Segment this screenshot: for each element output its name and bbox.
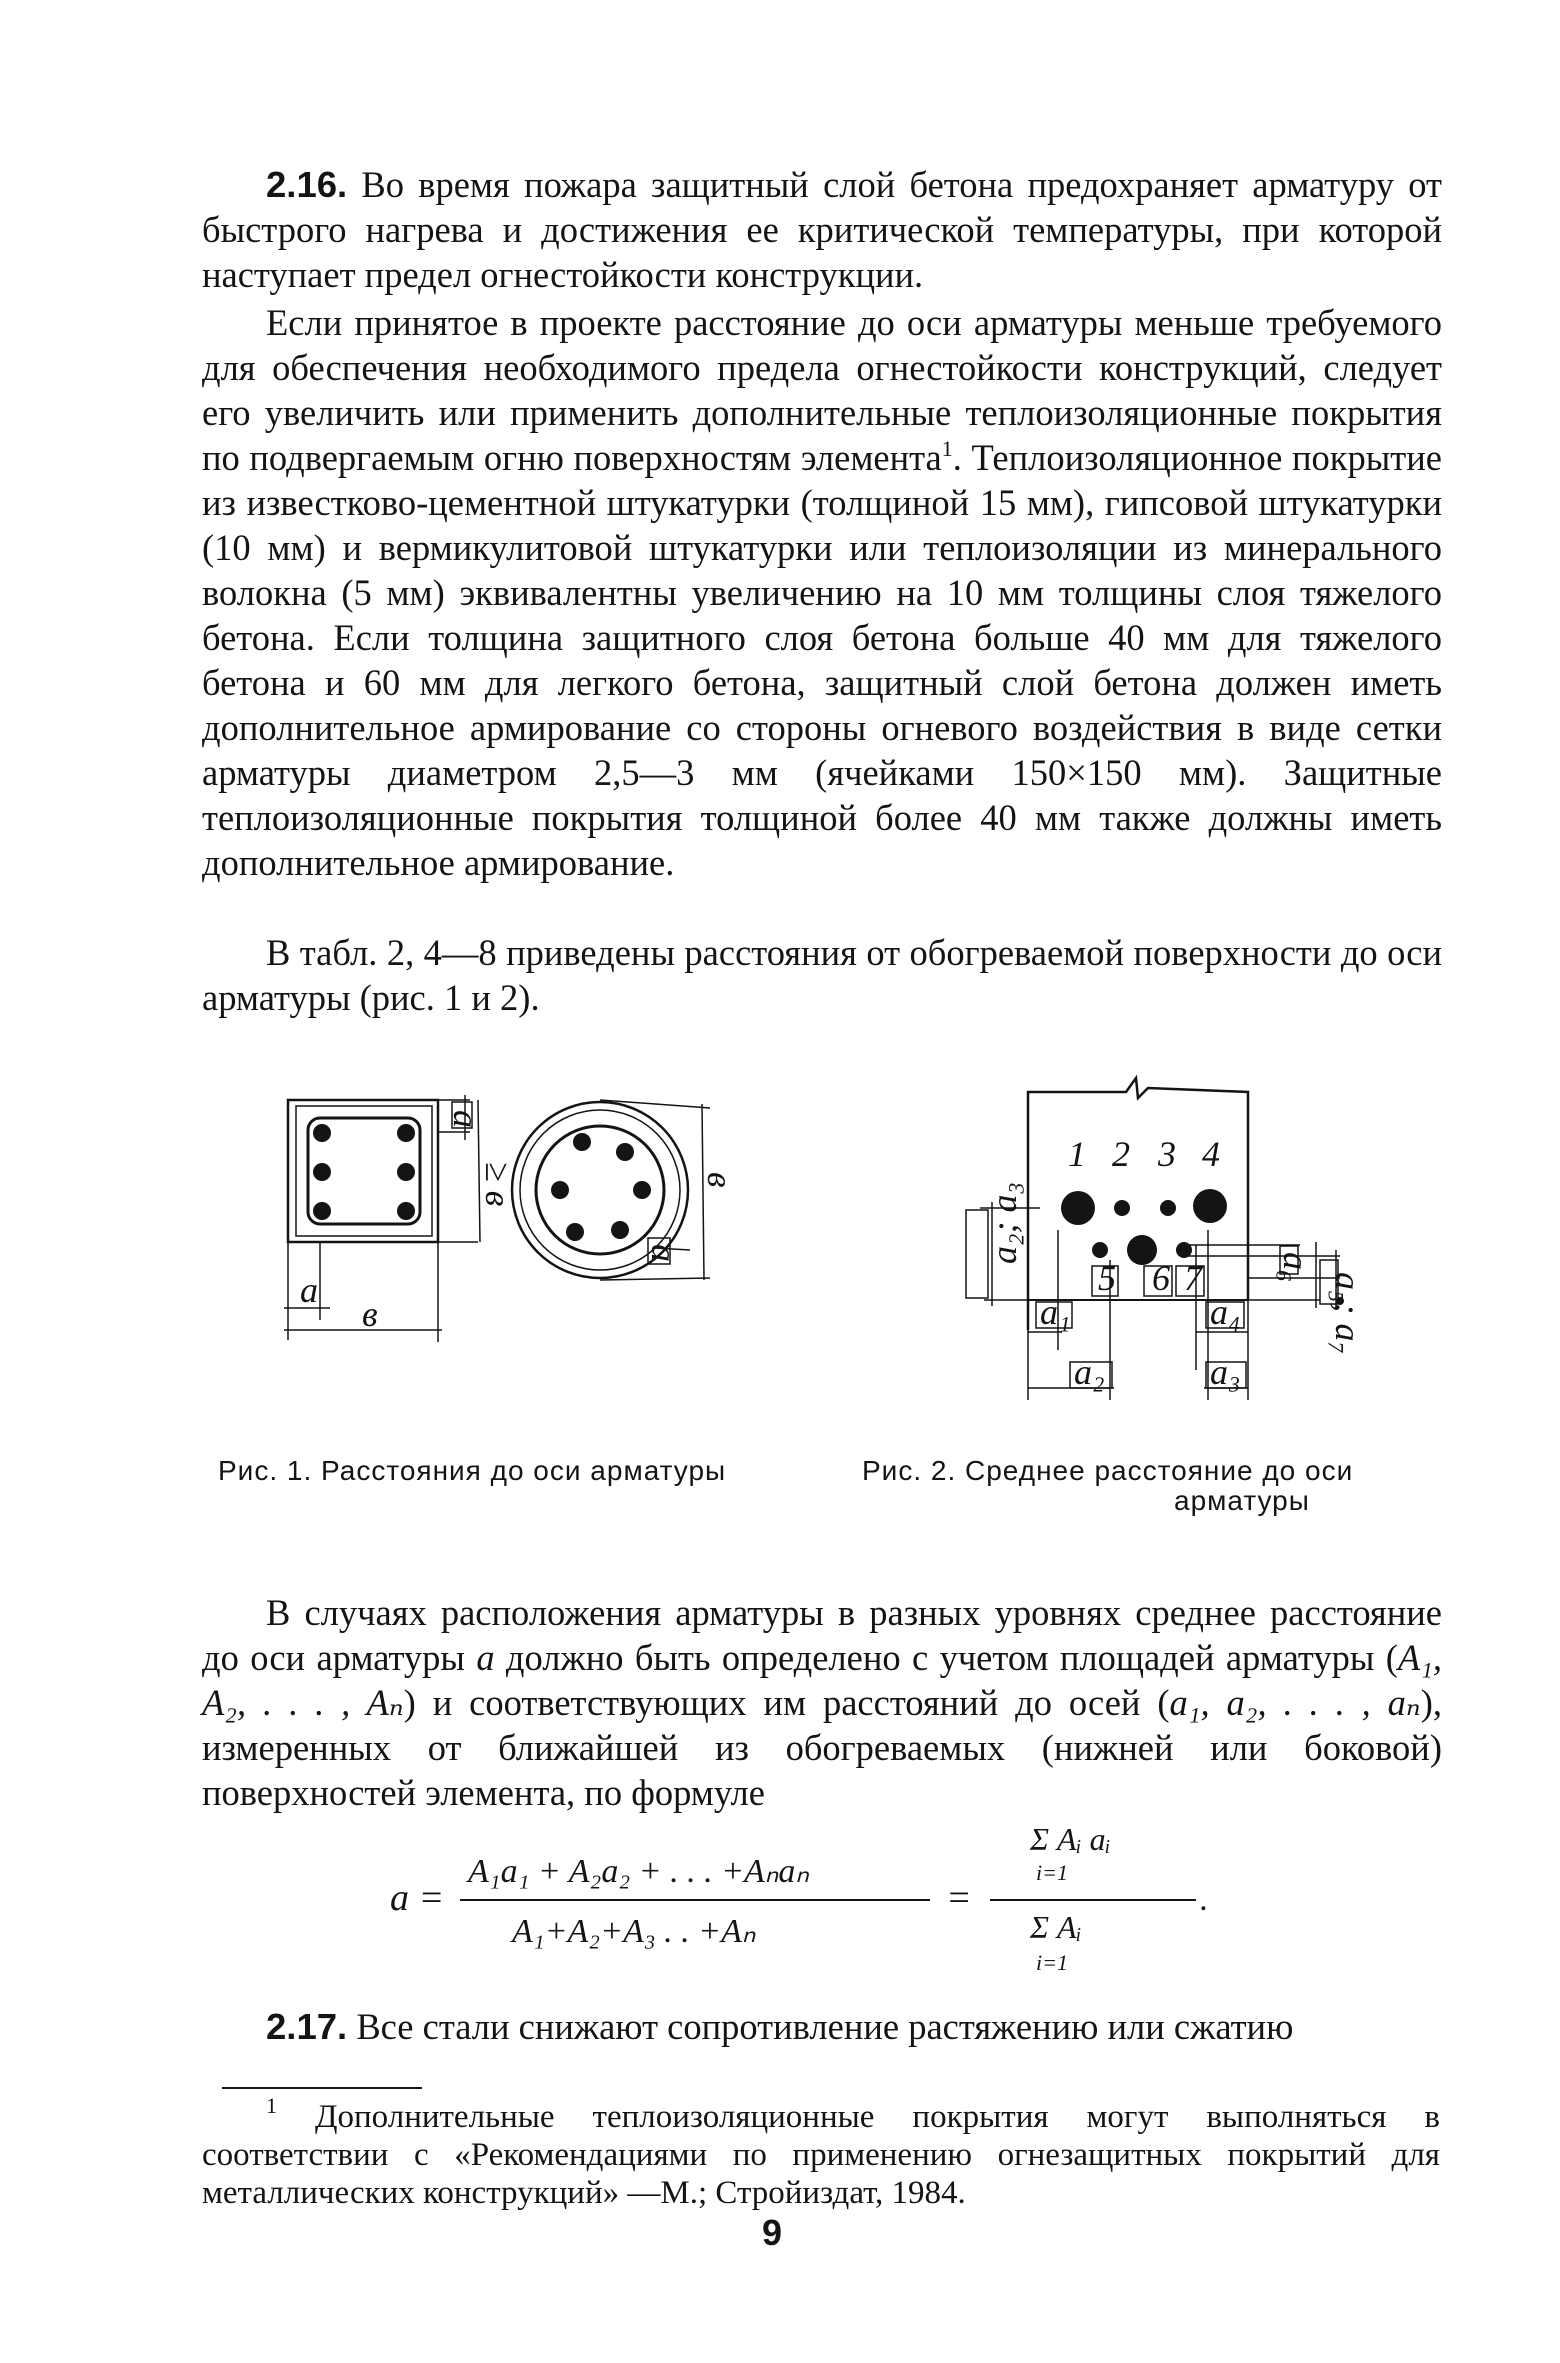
rebar-dot [313, 1202, 331, 1220]
rebar-dot [566, 1223, 584, 1241]
figure-1 [270, 1080, 740, 1350]
footnote [202, 2093, 1440, 2212]
bar-4 [1193, 1189, 1227, 1223]
rebar-dot [551, 1181, 569, 1199]
formula-denominator: A₁+A₂+A₃ . . +Aₙ [512, 1913, 756, 1950]
bar-label-6: 6 [1152, 1258, 1170, 1298]
dim-a5a7: a₅; a₇ [1328, 1272, 1368, 1355]
bar-1 [1061, 1191, 1095, 1225]
sum-denominator: Σ Aᵢ [1030, 1909, 1082, 1945]
bar-label-2: 2 [1112, 1134, 1130, 1174]
caption-line: Рис. 2. Среднее расстояние до оси [862, 1455, 1354, 1486]
label-a-top: a [446, 1110, 486, 1128]
rebar-dot [573, 1133, 591, 1151]
dists-list: a₁, a₂, . . . , aₙ [1169, 1682, 1421, 1723]
bar-label-4: 4 [1202, 1134, 1220, 1174]
paragraph-text: В случаях расположения арматуры в разных уровнях среднее расстояние до оси арматуры [202, 1592, 1442, 1678]
sum-den-index: i=1 [1036, 1950, 1068, 1975]
paragraph-2-17 [202, 2004, 1442, 2049]
bar-5 [1092, 1242, 1108, 1258]
dim-a4: a₄ [1210, 1292, 1241, 1332]
dim-a1: a₁ [1040, 1292, 1071, 1332]
sum-numerator: Σ Aᵢ aᵢ [1030, 1821, 1111, 1857]
section-number: 2.16. [266, 164, 348, 205]
paragraph-average [202, 1590, 1442, 1815]
bar-label-7: 7 [1184, 1258, 1202, 1298]
paragraph-text: должно быть определено с учетом площадей арматуры ( [494, 1637, 1398, 1678]
caption-line: арматуры [1174, 1485, 1310, 1516]
sum-num-index: i=1 [1036, 1860, 1068, 1885]
paragraph-text: Если принятое в проекте расстояние до оси арматуры меньше требуемого для обеспечения необходимого предела огнестойкости конструкций, следует его увеличить или применить дополнительные теплоизоляционные покрытия по подвергаемым огню поверхностям элемента [202, 302, 1442, 478]
paragraph-text: В табл. 2, 4—8 приведены расстояния от обогреваемой поверхности до оси арматуры (рис. 1 и 2). [202, 932, 1442, 1018]
dim-a2a3: a₂; a₃ [984, 1181, 1024, 1264]
dim-a2: a₂ [1074, 1352, 1105, 1392]
areas-list: A₁, A₂, . . . , Aₙ [202, 1637, 1442, 1723]
paragraph-text: . Теплоизоляционное покрытие из известково-цементной штукатурки (толщиной 15 мм), гипсовой штукатурки (10 мм) и вермикулитовой штукатурки или теплоизоляции из минерального волокна (5 мм) эквивалентны увеличению на 10 мм толщины слоя тяжелого бетона. Если толщина защитного слоя бетона больше 40 мм для тяжелого бетона и 60 мм для легкого бетона, защитный слой бетона должен иметь дополнительное армирование со стороны огневого воздействия в виде сетки арматуры диаметром 2,5—3 мм (ячейками 150×150 мм). Защитные теплоизоляционные покрытия толщиной более 40 мм также должны иметь дополнительное армирование. [202, 437, 1442, 883]
bar-2 [1114, 1200, 1130, 1216]
var-a: a [476, 1637, 495, 1678]
paragraph-text: ), измеренных от ближайшей из обогреваемых (нижней или боковой) поверхностей элемента, по формуле [202, 1682, 1442, 1813]
footnote-mark: 1 [266, 2093, 277, 2118]
paragraph-text: ) и соответствующих им расстояний до осей ( [403, 1682, 1170, 1723]
rebar-dot [397, 1202, 415, 1220]
formula-end: . [1200, 1881, 1209, 1918]
footnote-rule [222, 2087, 422, 2089]
rebar-dot [397, 1124, 415, 1142]
rebar-dot [313, 1163, 331, 1181]
figure-2 [940, 1070, 1368, 1410]
bar-label-3: 3 [1158, 1134, 1176, 1174]
rebar-dot [313, 1124, 331, 1142]
label-b-circle: в [700, 1172, 740, 1188]
footnote-ref: 1 [941, 436, 953, 461]
rebar-dot [611, 1221, 629, 1239]
formula-eq: = [946, 1877, 972, 1919]
rebar-dot [397, 1163, 415, 1181]
figure-2-caption [862, 1456, 1422, 1516]
formula-lhs: a = [390, 1877, 445, 1919]
footnote-text: Дополнительные теплоизоляционные покрытия могут выполняться в соответствии с «Рекомендациями по применению огнезащитных покрытий для металлических конструкций» —М.; Стройиздат, 1984. [202, 2099, 1440, 2211]
page-number: 9 [762, 2212, 783, 2253]
label-a-bottom: a [300, 1270, 318, 1310]
dim-a6: a₆ [1276, 1252, 1316, 1283]
formula [390, 1820, 1250, 1980]
bar-label-1: 1 [1068, 1134, 1086, 1174]
label-a-circle: a [644, 1244, 684, 1262]
paragraph-text: Все стали снижают сопротивление растяжению или сжатию [356, 2006, 1294, 2047]
rebar-dot [633, 1181, 651, 1199]
dim-a3: a₃ [1210, 1352, 1241, 1392]
section-number: 2.17. [266, 2006, 348, 2047]
bar-label-5: 5 [1098, 1258, 1116, 1298]
bar-3 [1160, 1200, 1176, 1216]
label-b-bottom: в [362, 1294, 378, 1334]
paragraph-tables [202, 930, 1442, 1020]
paragraph-2-16 [202, 162, 1442, 297]
paragraph-distance [202, 300, 1442, 885]
paragraph-text: Во время пожара защитный слой бетона предохраняет арматуру от быстрого нагрева и достижения ее критической температуры, при которой наступает предел огнестойкости конструкции. [202, 164, 1442, 295]
figure-1-caption: Рис. 1. Расстояния до оси арматуры [218, 1455, 727, 1486]
rebar-dot [616, 1143, 634, 1161]
bar-7 [1176, 1242, 1192, 1258]
formula-numerator: A₁a₁ + A₂a₂ + . . . +Aₙaₙ [468, 1853, 809, 1890]
label-ge-b: ≥ в [478, 1162, 518, 1207]
